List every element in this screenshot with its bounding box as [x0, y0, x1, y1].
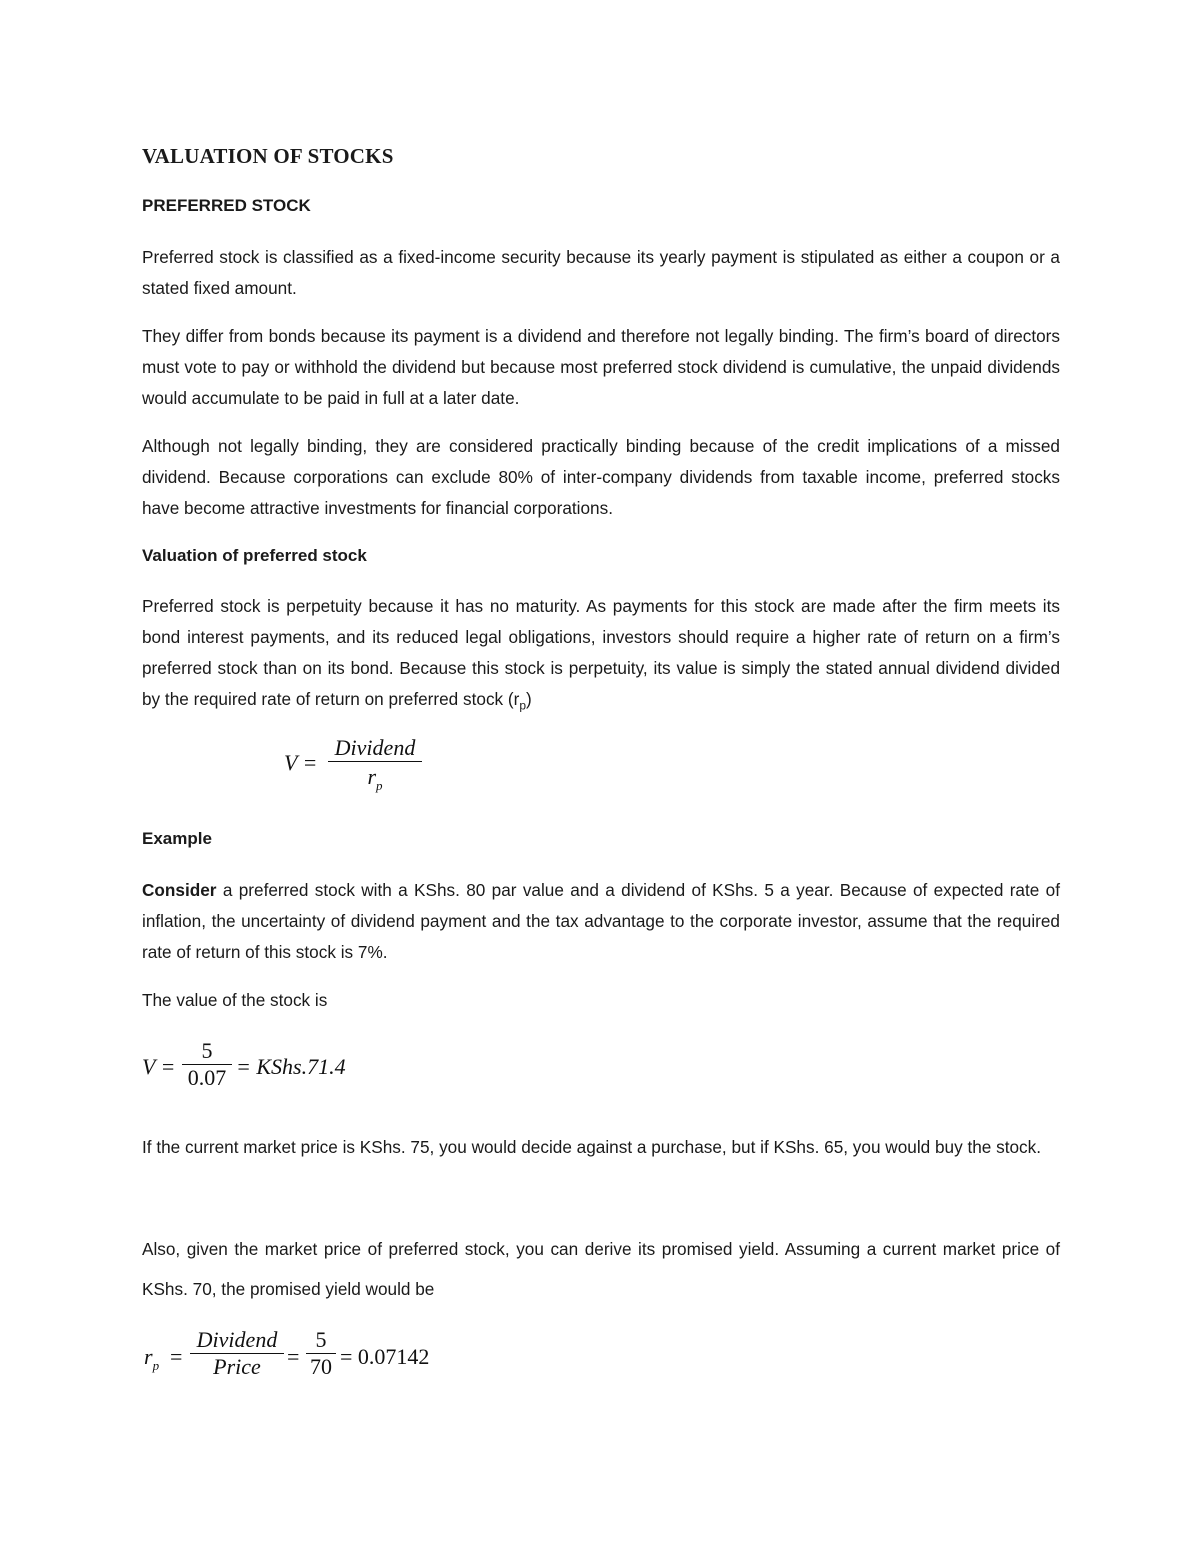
- formula2-denominator: 0.07: [187, 1065, 227, 1090]
- paragraph-practically-binding: Although not legally binding, they are considered practically binding because of the credit implications of a missed dividend. Because corporations can exclude 80% of inter-company dividends from taxable income, preferred stocks have become attractive investments for financial corporations.: [142, 436, 1060, 518]
- document-title: VALUATION OF STOCKS: [142, 144, 394, 168]
- formula1-den-main: r: [367, 764, 377, 789]
- formula3-lhs-sub: p: [152, 1358, 160, 1373]
- formula3-numerator2: 5: [315, 1327, 327, 1352]
- section-heading: PREFERRED STOCK: [142, 196, 311, 215]
- formula2-lhs: V =: [142, 1054, 176, 1079]
- value-intro: The value of the stock is: [142, 990, 328, 1010]
- example-heading: Example: [142, 829, 212, 848]
- formula3-fraction1: [190, 1327, 284, 1380]
- paragraph-perpetuity-subscript: p: [519, 698, 527, 713]
- formula1-denominator: [328, 762, 422, 794]
- formula3-lhs-main: r: [144, 1344, 153, 1369]
- paragraph-market-price: If the current market price is KShs. 75, you would decide against a purchase, but if KShs. 65, you would buy the stock.: [142, 1137, 1042, 1157]
- formula3-denominator2: 70: [310, 1354, 332, 1379]
- formula3-lhs: [144, 1344, 159, 1374]
- paragraph-example: [142, 875, 1060, 968]
- formula2-fraction: [182, 1038, 232, 1091]
- paragraph-bonds-difference: They differ from bonds because its payment is a dividend and therefore not legally binding. The firm’s board of directors must vote to pay or withhold the dividend but because most preferred stock dividend is cumulative, the unpaid dividends would accumulate to be paid in full at a later date.: [142, 326, 1060, 408]
- formula3-eq1: =: [170, 1344, 183, 1369]
- formula3-fraction2: [306, 1327, 336, 1380]
- formula2-numerator: 5: [201, 1038, 213, 1063]
- formula1-fraction: [328, 735, 422, 794]
- paragraph-perpetuity-close: ): [526, 689, 532, 709]
- formula1-den-sub: p: [376, 778, 383, 793]
- formula2-rhs: = KShs.71.4: [236, 1054, 346, 1079]
- paragraph-perpetuity-text: Preferred stock is perpetuity because it has no maturity. As payments for this stock are made after the firm meets its bond interest payments, and its reduced legal obligations, investors should require a higher rate of return on a firm’s preferred stock than on its bond. Because this stock is perpetuity, its value is simply the stated annual dividend divided by the required rate of return on preferred stock (r: [142, 596, 1060, 709]
- subheading-valuation: Valuation of preferred stock: [142, 546, 367, 565]
- paragraph-promised-yield: Also, given the market price of preferred stock, you can derive its promised yield. Assuming a current market price of KShs. 70, the promised yield would be: [142, 1239, 1060, 1299]
- example-text: a preferred stock with a KShs. 80 par value and a dividend of KShs. 5 a year. Because of expected rate of inflation, the uncertainty of dividend payment and the tax advantage to the corporate investor, assume that the required rate of return of this stock is 7%.: [142, 880, 1060, 962]
- formula3-rhs: = 0.07142: [340, 1344, 430, 1369]
- formula3-denominator1: Price: [213, 1354, 261, 1379]
- paragraph-fixed-income: Preferred stock is classified as a fixed-income security because its yearly payment is stipulated as either a coupon or a stated fixed amount.: [142, 247, 1060, 298]
- formula3-eq2: =: [287, 1344, 300, 1369]
- formula3-numerator1: Dividend: [196, 1327, 278, 1352]
- example-lead-word: Consider: [142, 880, 217, 900]
- paragraph-perpetuity: [142, 591, 1060, 721]
- formula1-numerator: Dividend: [334, 735, 416, 760]
- formula1-lhs: V =: [284, 750, 318, 775]
